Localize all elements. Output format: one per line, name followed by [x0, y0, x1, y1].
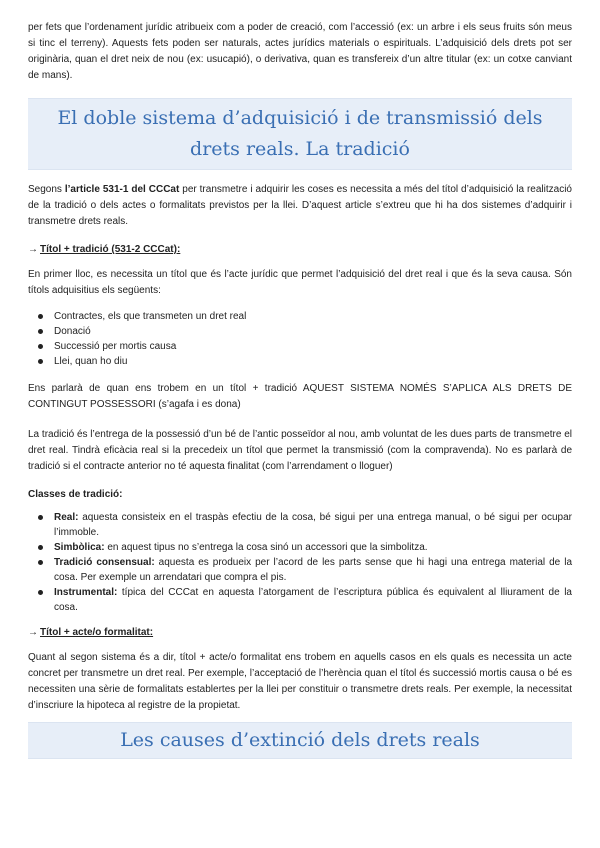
class-term: Tradició consensual: — [54, 557, 155, 568]
article-paragraph — [28, 182, 572, 230]
list-item: Donació — [54, 324, 572, 339]
list-item — [54, 540, 572, 555]
classes-list — [28, 510, 572, 615]
class-text: en aquest tipus no s’entrega la cosa sinó un accessori que la simbolitza. — [104, 542, 428, 553]
article-text-post: per transmetre i adquirir les coses es necessita a més del títol d’adquisició la realització de la tradició o dels actes o formalitats previstos per la llei. D’aquest article s’extreu que hi ha dos sistemes d’adquirir i transmetre drets reals. — [28, 184, 572, 227]
sistema-paragraph: Ens parlarà de quan ens trobem en un títol + tradició AQUEST SISTEMA NOMÉS S’APLICA ALS DRETS DE CONTINGUT POSSESSORI (s’agafa i es dona) — [28, 383, 572, 410]
arrow-right-icon: → — [28, 244, 38, 255]
subheading-titol-tradicio-text: Títol + tradició (531-2 CCCat): — [40, 244, 181, 255]
titol-paragraph: En primer lloc, es necessita un títol que és l’acte jurídic que permet l’adquisició del dret real i que és la seva causa. Són títols adquisitius els següents: — [28, 269, 572, 296]
list-item — [54, 555, 572, 585]
acte-paragraph: Quant al segon sistema és a dir, títol + acte/o formalitat ens trobem en aquells casos en els quals es necessita un acte concret per transmetre un dret real. Per exemple, l’acceptació de l’herència quan el títol és successió mortis causa o bé es necessiten una sèrie de formalitats establertes per la llei per constituir o transmetre drets reals. Per exemple, la necessitat d’inscriure la hipoteca al registre de la propietat. — [28, 652, 572, 711]
class-term: Real: — [54, 512, 79, 523]
class-term: Instrumental: — [54, 587, 118, 598]
arrow-right-icon: → — [28, 627, 38, 638]
list-item — [54, 585, 572, 615]
titols-list — [28, 309, 572, 369]
list-item: Contractes, els que transmeten un dret real — [54, 309, 572, 324]
class-term: Simbòlica: — [54, 542, 105, 553]
tradicio-paragraph: La tradició és l’entrega de la possessió d’un bé de l’antic posseïdor al nou, amb voluntat de les dues parts de transmetre el dret real. Tindrà eficàcia real si la precedeix un títol que permet la transmissió (com la compravenda). No es parlarà de tradició si el contracte anterior no té aquesta finalitat (com l’arrendament o lloguer) — [28, 429, 572, 472]
subheading-titol-acte — [28, 627, 572, 638]
section-heading-causes-extincio: Les causes d’extinció dels drets reals — [28, 722, 572, 759]
list-item: Successió per mortis causa — [54, 339, 572, 354]
list-item — [54, 510, 572, 540]
subheading-titol-tradicio — [28, 244, 572, 255]
class-text: típica del CCCat en aquesta l’atorgament de l’escriptura pública és equivalent al lliurament de la cosa. — [54, 587, 572, 613]
section-heading-doble-sistema: El doble sistema d’adquisició i de transmissió dels drets reals. La tradició — [28, 98, 572, 170]
class-text: aquesta es produeix per l’acord de les parts sense que hi hagi una entrega material de la cosa. Per exemple un arrendatari que compra el pis. — [54, 557, 573, 583]
classes-label: Classes de tradició: — [28, 489, 123, 500]
intro-paragraph: per fets que l’ordenament jurídic atribueix com a poder de creació, com l’accessió (ex: un arbre i els seus fruits són meus si tinc el terreny). Aquests fets poden ser naturals, actes jurídics materials o espirituals. L’adquisició dels drets pot ser originària, quan el dret neix de nou (ex: usucapió), o derivativa, quan es transfereix d’un altre titular (ex: un cotxe canviant de mans). — [28, 22, 572, 81]
list-item: Llei, quan ho diu — [54, 354, 572, 369]
article-text-pre: Segons — [28, 184, 65, 195]
article-reference: l’article 531-1 del CCCat — [64, 184, 180, 195]
class-text: aquesta consisteix en el traspàs efectiu de la cosa, bé sigui per una entrega manual, o bé sigui per ocupar l’immoble. — [54, 512, 572, 538]
subheading-titol-acte-text: Títol + acte/o formalitat: — [40, 627, 154, 638]
